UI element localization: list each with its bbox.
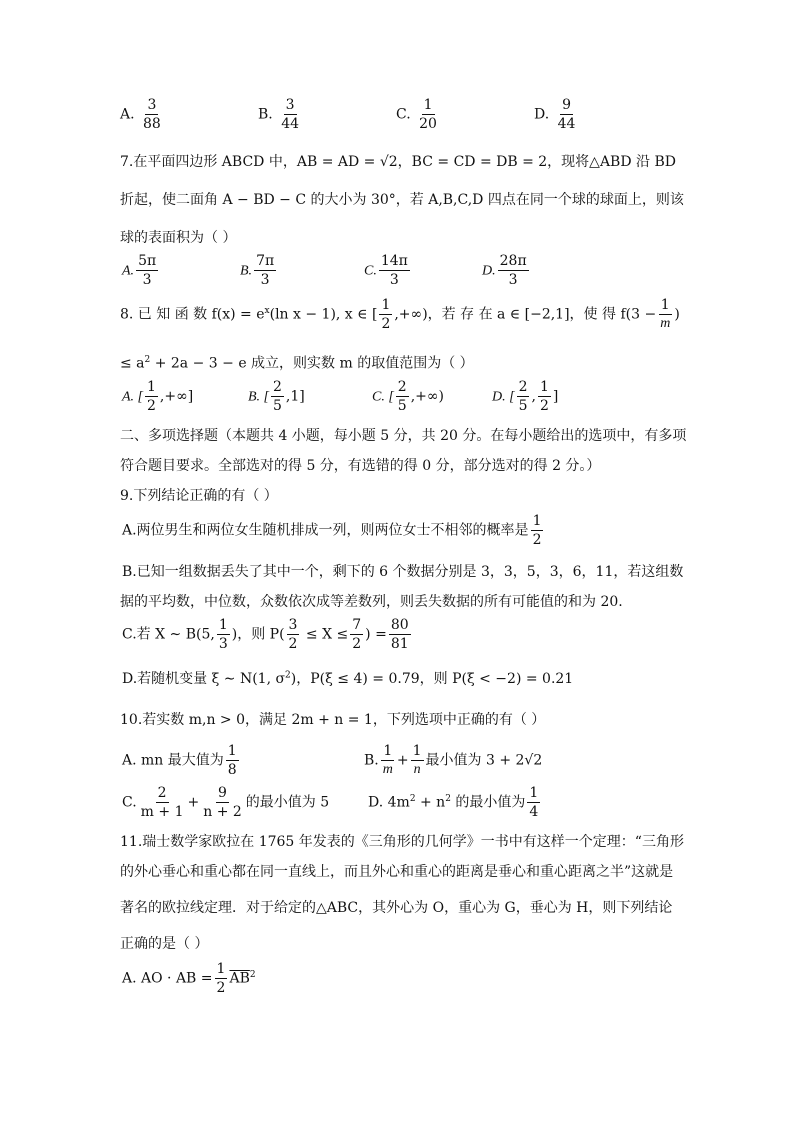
q11-line-1: 11.瑞士数学家欧拉在 1765 年发表的《三角形的几何学》一书中有这样一个定理：“三角形 [120,834,684,850]
q6-option-d: D. $\frac{9}{44}$ [534,97,576,132]
q8-line-1: 8. 已 知 函 数 $f(x) = e^x(\ln$ x − 1), x ∈ [ $\frac{1}{2}$ ,+∞)，若 存 在 a ∈ [−2,1]，使 得 f(3 − $\frac{1}{m}$ ) [120,297,680,332]
q9-option-b-line-1: B.已知一组数据丢失了其中一个，剩下的 6 个数据分别是 3，3，5，3，6，11，若这组数 [122,564,684,580]
q9-option-c: C.若 X ∼ B(5, $\frac{1}{3}$ )，则 P( $\frac{3}{2}$ ≤ X ≤ $\frac{7}{2}$ ) = $\frac{80}{81}$ [122,617,409,652]
q8-option-c: C. [ $\frac{2}{5}$ ,+∞) [372,379,445,414]
q10-option-c: C. $\frac{2}{m + 1}$ + $\frac{9}{n + 2}$ 的最小值为 5 [122,785,330,820]
q7-line-2: 折起，使二面角 A − BD − C 的大小为 30°，若 A,B,C,D 四点在同一个球的球面上，则该 [120,192,684,208]
q11-option-a: A. AO · AB = $\frac{1}{2}$ $\overline{AB}^2$ [122,961,256,996]
q10-option-a: A. mn 最大值为 $\frac{1}{8}$ [122,743,237,778]
q7-option-c: C. $\frac{14\pi}{3}$ [364,253,408,288]
q7-line-1: 7.在平面四边形 ABCD 中，AB = AD = √2，BC = CD = DB = 2，现将△ABD 沿 BD [120,154,676,170]
q8-option-b: B. [ $\frac{2}{5}$ ,1] [248,379,305,414]
q7-option-a: A. $\frac{5\pi}{3}$ [122,253,157,288]
q7-line-3: 球的表面积为（ ） [120,230,237,246]
q9-option-b-line-2: 据的平均数，中位数，众数依次成等差数列，则丢失数据的所有可能值的和为 20. [120,594,623,610]
q9-option-d: D.若随机变量 ξ ∼ N(1, $\sigma^2$)，P(ξ ≤ 4) = 0.79，则 P(ξ < −2) = 0.21 [122,670,574,687]
q10-stem: 10.若实数 m,n > 0，满足 2m + n = 1，下列选项中正确的有（ ） [120,712,546,728]
q11-line-2: 的外心垂心和重心都在同一直线上，而且外心和重心的距离是垂心和重心距离之半”这就是 [120,864,674,880]
q10-option-d: D. $4m^2 + n^2$ 的最小值为 $\frac{1}{4}$ [368,785,539,820]
q9-stem: 9.下列结论正确的有（ ） [120,488,278,504]
q11-line-3: 著名的欧拉线定理．对于给定的△ABC，其外心为 O，重心为 G，垂心为 H，则下列结论 [120,900,673,916]
section-2-line-1: 二、多项选择题（本题共 4 小题，每小题 5 分，共 20 分。在每小题给出的选项中，有多项 [120,428,687,444]
q10-option-b: B. $\frac{1}{m}$ + $\frac{1}{n}$ 最小值为 3 + 2√2 [364,743,543,777]
q8-line-2: ≤ $a^2 + 2a - 3 - e$ 成立，则实数 m 的取值范围为（ ） [120,355,474,372]
q6-option-b: B. $\frac{3}{44}$ [258,97,300,132]
q9-option-a: A.两位男生和两位女生随机排成一列，则两位女士不相邻的概率是 $\frac{1}{2}$ [122,513,542,548]
q8-option-a: A. [ $\frac{1}{2}$ ,+∞] [122,379,194,414]
q11-line-4: 正确的是（ ） [120,936,209,952]
q6-option-a: A. $\frac{3}{88}$ [120,97,161,132]
q7-option-b: B. $\frac{7\pi}{3}$ [240,253,275,288]
q6-option-c: C. $\frac{1}{20}$ [396,97,437,132]
q8-option-d: D. [ $\frac{2}{5}$ , $\frac{1}{2}$ ] [492,379,559,414]
section-2-line-2: 符合题目要求。全部选对的得 5 分，有选错的得 0 分，部分选对的得 2 分。） [120,458,601,474]
q7-option-d: D. $\frac{28\pi}{3}$ [482,253,527,288]
